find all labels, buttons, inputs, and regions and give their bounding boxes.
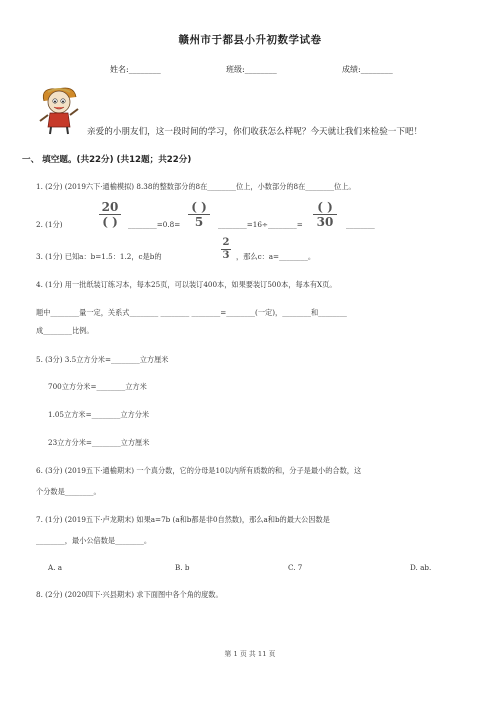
fraction-numerator: 2 [222, 237, 230, 248]
question-8: 8. (2分) (2020四下·兴县期末) 求下面图中各个角的度数。 [36, 590, 223, 599]
fraction-numerator: 20 [101, 200, 119, 214]
fraction-2-over-3 [221, 238, 231, 261]
fraction-denominator: 5 [194, 215, 204, 229]
monkey-mascot-icon [36, 83, 82, 135]
option-b: B. b [175, 563, 190, 572]
fraction-denominator: 30 [316, 215, 334, 229]
question-4-line-2: 题中________量一定，关系式________ ________ ________=________(一定)，________和________ [36, 308, 347, 317]
question-6-line-2: 个分数是________。 [36, 487, 101, 496]
name-field-label: 姓名:________ [110, 65, 161, 74]
fraction-20-over-blank [99, 201, 121, 228]
fraction-denominator: ( ) [102, 215, 118, 229]
question-7-line-2: ________，最小公倍数是________。 [36, 536, 152, 545]
fraction-blank-over-5 [188, 201, 210, 228]
option-d: D. ab. [410, 563, 432, 572]
class-field-label: 班级:________ [226, 65, 277, 74]
question-2-part-3: ________ [346, 220, 375, 229]
question-6: 6. (3分) (2019五下·通榆期末) 一个真分数，它的分母是10以内所有质数的和，分子是最小的合数，这 [36, 466, 362, 475]
question-5-c: 1.05立方米=________立方分米 [48, 410, 150, 419]
question-1: 1. (2分) (2019六下·通榆模拟) 8.38的整数部分的8在________位上，小数部分的8在________位上。 [36, 182, 356, 191]
question-7: 7. (1分) (2019五下·卢龙期末) 如果a=7b (a和b都是非0自然数)，那么a和b的最大公因数是 [36, 515, 330, 524]
question-4: 4. (1分) 用一批纸装订练习本，每本25页，可以装订400本，如果要装订500本，每本有X页。 [36, 280, 337, 289]
question-5: 5. (3分) 3.5立方分米=________立方厘米 [36, 355, 169, 364]
question-4-line-3: 成________比例。 [36, 326, 94, 335]
question-3-text-2: ，那么c：a=________。 [236, 252, 316, 261]
page-footer: 第 1 页 共 11 页 [224, 650, 276, 658]
fraction-numerator: ( ) [191, 200, 207, 214]
question-5-d: 23立方分米=________立方厘米 [48, 438, 150, 447]
option-a: A. a [48, 563, 63, 572]
fraction-denominator: 3 [222, 250, 230, 261]
fraction-blank-over-30 [313, 201, 337, 228]
exam-title: 赣州市于都县小升初数学试卷 [178, 34, 322, 46]
fraction-numerator: ( ) [317, 200, 333, 214]
question-2-part-2: ________=16÷________= [218, 220, 303, 229]
score-field-label: 成绩:________ [342, 65, 393, 74]
question-5-b: 700立方分米=________立方米 [48, 382, 147, 391]
question-3-text: 3. (1分) 已知a：b=1.5：1.2，c是b的 [36, 252, 162, 261]
option-c: C. 7 [288, 563, 303, 572]
question-2-part-1: ________=0.8= [128, 220, 181, 229]
greeting-text: 亲爱的小朋友们，这一段时间的学习，你们收获怎么样呢？今天就让我们来检验一下吧！ [87, 127, 423, 137]
question-2-prefix: 2. (1分) [36, 220, 63, 229]
section-heading: 一、 填空题。(共22分) (共12题；共22分) [22, 155, 192, 165]
